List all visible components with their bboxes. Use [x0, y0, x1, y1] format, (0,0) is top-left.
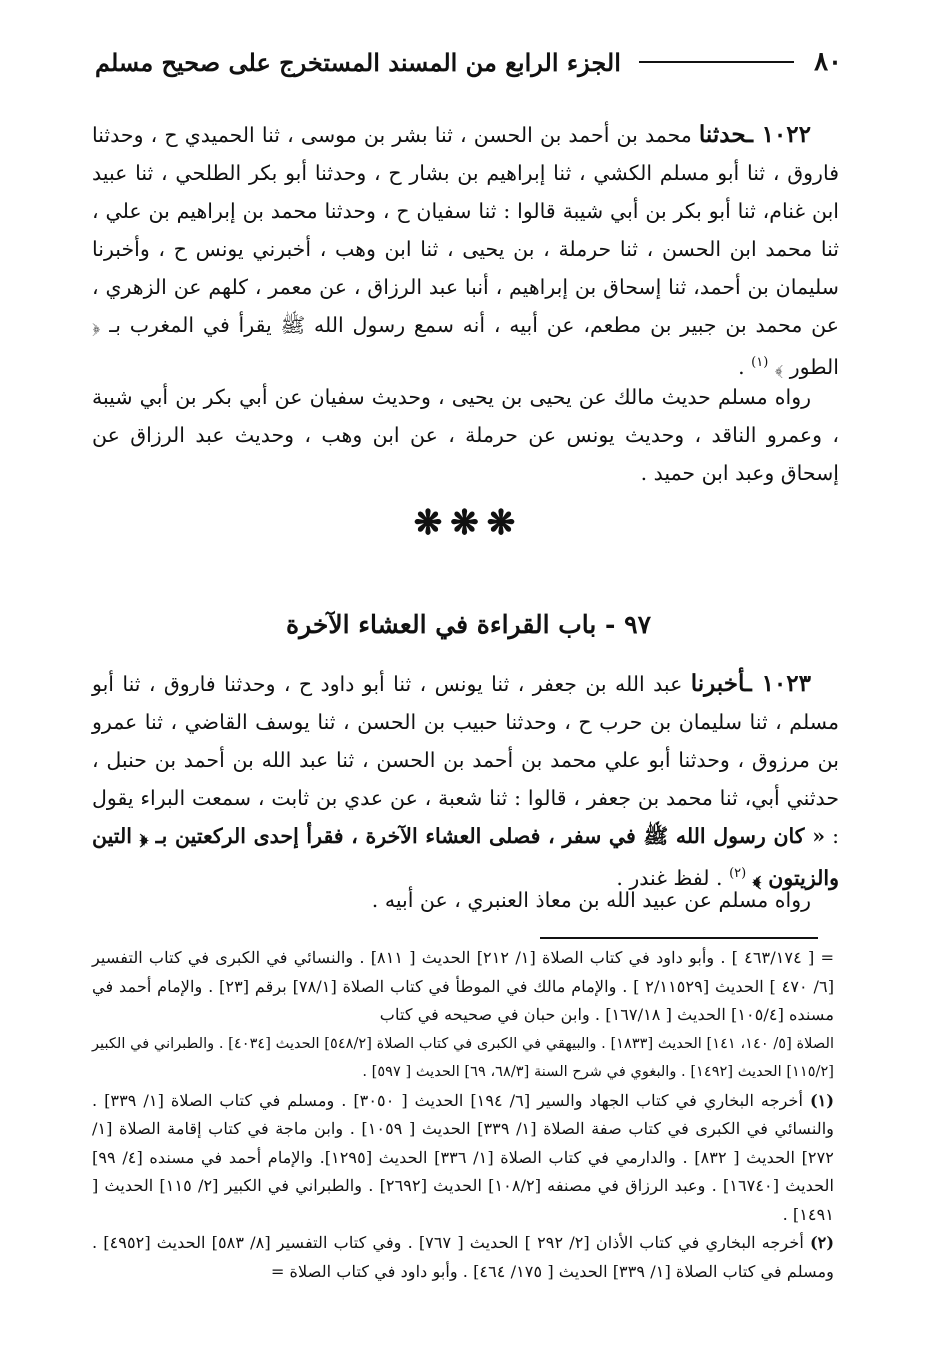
footnote-1-text: أخرجه البخاري في كتاب الجهاد والسير [٦/ ١٩٤] الحديث [ ٣٠٥٠] . ومسلم في كتاب الصلاة [١/ ٣٣٩] . والنسائي في الكبرى في كتاب صفة الصلاة [١/ ٣٣٩] الحديث [ ١٠٥٩] . وابن ماجة في كتاب إقامة الصلاة [١/ ٢٧٢] الحديث [ ٨٣٢] . والدارمي في كتاب الصلاة [١/ ٣٣٦] الحديث [١٢٩٥]. والإمام أحمد في مسنده [٤/ ٩٩] الحديث [١٦٧٤٠] . وعبد الرزاق في مصنفه [١٠٨/٢] الحديث [٢٦٩٢] . والطبراني في الكبير [٢/ ١١٥] الحديث [ ١٤٩١] . [92, 1090, 835, 1224]
footnotes [92, 944, 834, 1286]
footnote-continuation-a: = [ ٤٦٣/١٧٤ ] . وأبو داود في كتاب الصلاة [١/ ٢١٢] الحديث [ ٨١١] . والنسائي في الكبرى في كتاب التفسير [٦/ ٤٧٠ ] الحديث [٢/١١٥٢٩ ] . والإمام مالك في الموطأ في كتاب الصلاة [٧٨/١] برقم [٢٣] . والإمام أحمد في مسنده [١٠٥/٤] الحديث [ ١٦٧/١٨] . وابن حبان في صحيحه في كتاب [92, 948, 835, 1024]
hadith-1023-number: ١٠٢٣ ـ [744, 670, 811, 697]
footnote-ref-1: (١) [751, 355, 769, 370]
footnote-ref-2: (٢) [729, 866, 747, 881]
hadith-1023-text: عبد الله بن جعفر ، ثنا يونس ، ثنا أبو داود ح ، وحدثنا فاروق ، ثنا أبو مسلم ، ثنا سليمان بن حرب ح ، وحدثنا حبيب بن الحسن ، ثنا يوسف القاضي ، ثنا عمرو بن مرزوق ، وحدثنا أبو علي محمد بن أحمد بن الحسن ، ثنا عبد الله بن أحمد بن حنبل ، حدثني أبي، ثنا محمد بن جعفر ، قالوا : ثنا شعبة ، عن عدي بن ثابت ، سمعت البراء يقول : [92, 672, 839, 848]
page-header [95, 42, 842, 82]
hadith-1022-text: محمد بن أحمد بن الحسن ، ثنا بشر بن موسى ، ثنا الحميدي ح ، وحدثنا فاروق ، ثنا أبو مسلم الكشي ، ثنا إبراهيم بن بشار ح ، وحدثنا أبو بكر الطلحي ، ثنا عبيد ابن غنام، ثنا أبو بكر بن أبي شيبة قالوا : ثنا سفيان ح ، وحدثنا محمد بن إبراهيم بن علي ، ثنا محمد ابن الحسن ، ثنا حرملة ، بن يحيى ، ثنا ابن وهب ، أخبرني يونس ح ، وأخبرنا سليمان بن أحمد، ثنا إسحاق بن إبراهيم ، أنبا عبد الرزاق ، عن معمر ، كلهم عن الزهري ، عن محمد بن جبير بن مطعم، عن أبيه ، أنه سمع رسول الله ﷺ يقرأ في المغرب بـ ﴿ الطور ﴾ [92, 123, 839, 379]
riwaya-1-paragraph: رواه مسلم حديث مالك عن يحيى بن يحيى ، وحديث سفيان عن أبي بكر بن أبي شيبة ، وعمرو الناقد ، وحديث يونس عن حرملة ، عن ابن وهب ، وحديث عبد الرزاق عن إسحاق وعبد ابن حميد . [92, 385, 839, 485]
riwaya-1-block [92, 378, 839, 492]
hadith-1023-lead-word: أخبرنا [690, 670, 745, 697]
footnote-2 [92, 1229, 834, 1286]
footnote-2-text: أخرجه البخاري في كتاب الأذان [٢/ ٢٩٢ ] الحديث [ ٧٦٧] . وفي كتاب التفسير [٨/ ٥٨٣] الحديث [٤٩٥٢] . ومسلم في كتاب الصلاة [١/ ٣٣٩] الحديث [ ١٧٥/ ٤٦٤] . وأبو داود في كتاب الصلاة = [92, 1233, 834, 1281]
hadith-1023-block [92, 665, 839, 897]
hadith-1023-end: . لفظ غندر . [616, 865, 730, 890]
footnote-rule [540, 937, 818, 939]
footnote-1 [92, 1087, 834, 1230]
section-heading: ٩٧ - باب القراءة في العشاء الآخرة [285, 610, 651, 639]
riwaya-2-block [92, 881, 839, 919]
section-separator-stars: ❋❋❋ [413, 503, 524, 543]
footnote-2-label: (٢) [809, 1233, 834, 1252]
hadith-1022-end: . [738, 354, 752, 379]
hadith-1022-paragraph [92, 116, 839, 386]
footnote-1-label: (١) [809, 1090, 835, 1110]
running-title: الجزء الرابع من المسند المستخرج على صحيح مسلم [95, 47, 621, 77]
page-number: ٨٠ [814, 47, 842, 77]
hadith-1022-block [92, 116, 839, 386]
riwaya-2-paragraph: رواه مسلم عن عبيد الله بن معاذ العنبري ، عن أبيه . [371, 888, 811, 912]
hadith-1023-paragraph [92, 665, 839, 897]
hadith-1022-number: ١٠٢٢ ـ [746, 121, 811, 148]
footnote-continuation-b: الصلاة [٥/ ١٤٠، ١٤١] الحديث [١٨٣٣] . والبيهقي في الكبرى في كتاب الصلاة [٥٤٨/٢] الحديث [٤٠٣٤] . والطبراني في الكبير [١١٥/٢] الحديث [١٤٩٢] . والبغوي في شرح السنة [٦٨/٣، ٦٩] الحديث [ ٥٩٧] . [92, 1034, 835, 1080]
header-rule [639, 61, 794, 63]
hadith-1023-quote: « كان رسول الله ﷺ في سفر ، فصلى العشاء الآخرة ، فقرأ إحدى الركعتين بـ ﴿ التين والزيتون ﴾ [92, 824, 839, 890]
hadith-1022-lead-word: حدثنا [698, 121, 747, 148]
